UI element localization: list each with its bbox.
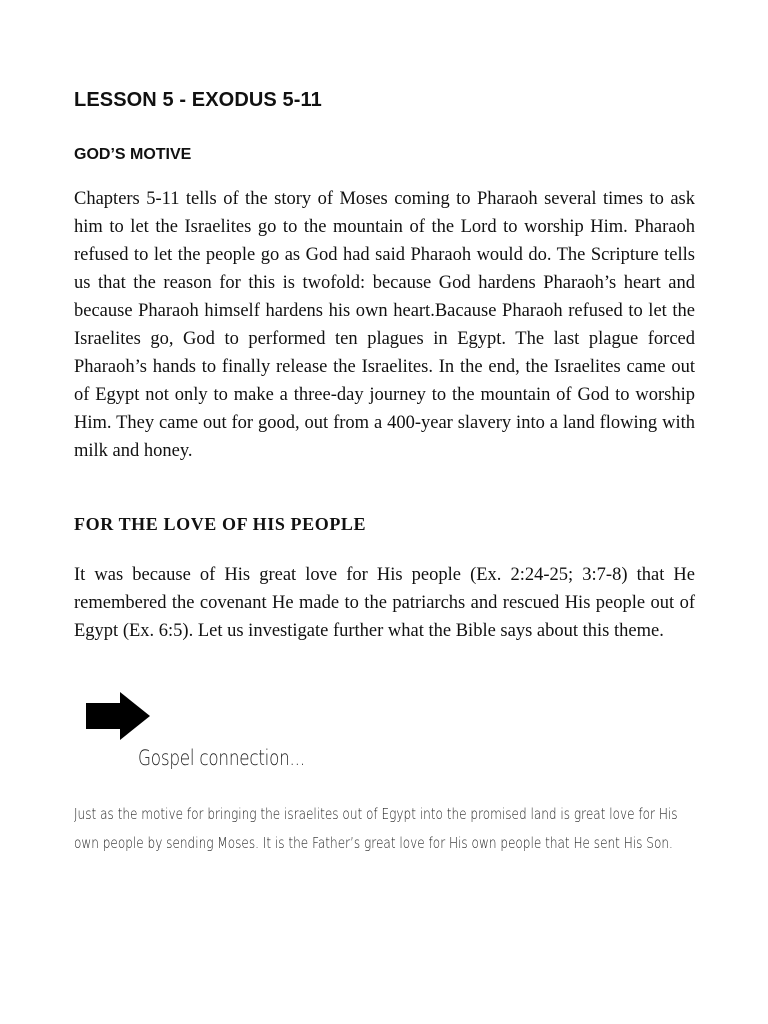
page-title: LESSON 5 - EXODUS 5-11 [74, 89, 322, 111]
section-heading-gods-motive: GOD’S MOTIVE [74, 146, 192, 163]
section-heading-love-of-his-people: FOR THE LOVE OF HIS PEOPLE [74, 514, 367, 534]
gospel-connection-heading: Gospel connection... [138, 746, 305, 770]
arrow-right-icon [84, 690, 152, 742]
gospel-connection-text: Just as the motive for bringing the israelites out of Egypt into the promised land is great love for His own people by sending Moses. It is the Father’s great love for His own people that He sent His Son. [74, 805, 678, 852]
paragraph-love-of-his-people: It was because of His great love for His people (Ex. 2:24-25; 3:7-8) that He remembered the covenant He made to the patriarchs and rescued His people out of Egypt (Ex. 6:5). Let us investigate further what the Bible says about this theme. [74, 565, 695, 641]
paragraph-gods-motive: Chapters 5-11 tells of the story of Moses coming to Pharaoh several times to ask him to let the Israelites go to the mountain of the Lord to worship Him. Pharaoh refused to let the people go as God had said Pharaoh would do. The Scripture tells us that the reason for this is twofold: because God hardens Pharaoh’s heart and because Pharaoh himself hardens his own heart.Bacause Pharaoh refused to let the Israelites go, God to performed ten plagues in Egypt. The last plague forced Pharaoh’s hands to finally release the Israelites. In the end, the Israelites came out of Egypt not only to make a three-day journey to the mountain of God to worship Him. They came out for good, out from a 400-year slavery into a land flowing with milk and honey. [74, 189, 695, 461]
